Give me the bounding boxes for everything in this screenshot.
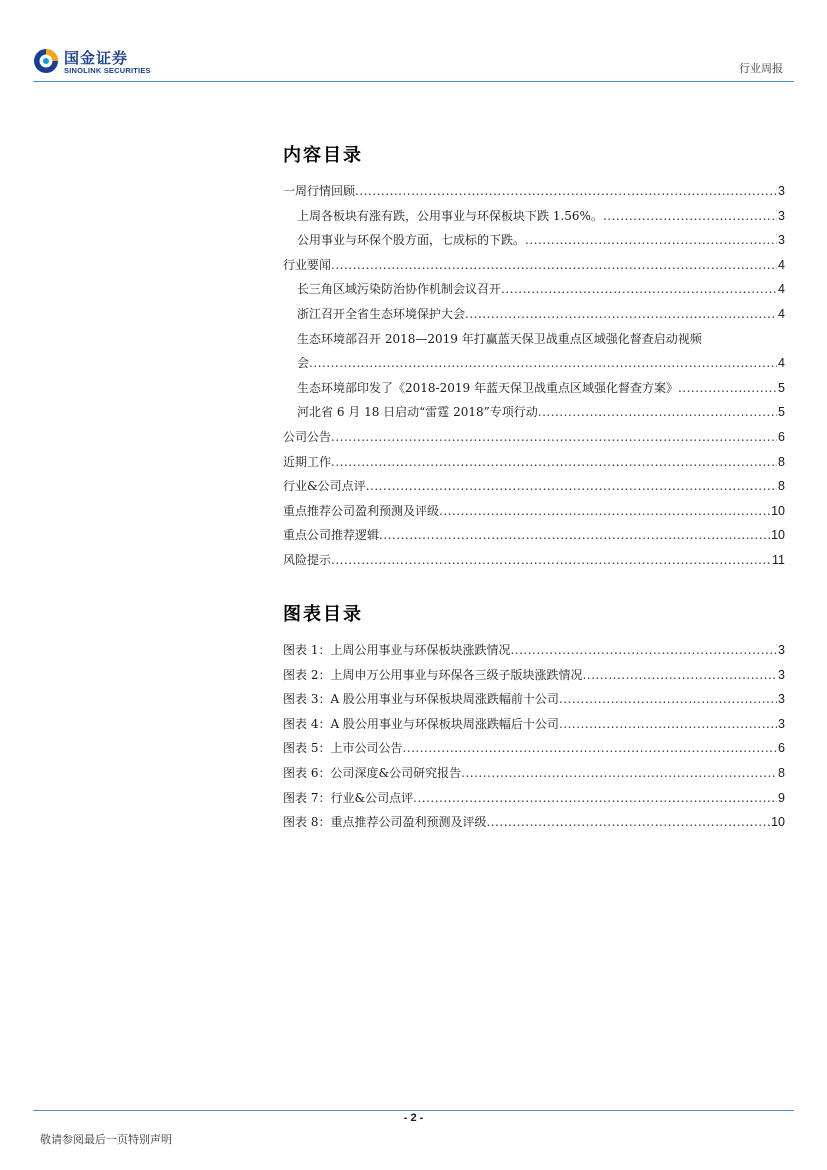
figure-toc-entry[interactable] xyxy=(283,810,785,835)
toc-entry-page: 4 xyxy=(778,306,785,321)
figure-entry-page: 3 xyxy=(778,716,785,731)
figure-entry-page: 8 xyxy=(778,765,785,780)
toc-entry-page: 4 xyxy=(778,356,785,371)
toc-entry[interactable] xyxy=(283,474,785,499)
toc-entry[interactable] xyxy=(283,277,785,302)
toc-entry-page: 6 xyxy=(778,429,785,444)
figure-toc-entry[interactable] xyxy=(283,786,785,811)
toc-entry-title: 风险提示 xyxy=(283,552,332,567)
toc-leader-dots xyxy=(603,204,777,229)
toc-entry-title: 重点推荐公司盈利预测及评级 xyxy=(283,503,440,518)
figure-toc-entry[interactable] xyxy=(283,663,785,688)
toc-entry[interactable] xyxy=(283,523,785,548)
toc-entry-page: 5 xyxy=(778,405,785,420)
toc-entry-page: 8 xyxy=(778,454,785,469)
toc-leader-dots xyxy=(678,376,777,401)
toc-leader-dots xyxy=(439,499,770,524)
toc-entry[interactable] xyxy=(283,253,785,278)
toc-leader-dots xyxy=(465,302,777,327)
toc-leader-dots xyxy=(525,228,777,253)
figure-entry-title: 图表 8：重点推荐公司盈利预测及评级 xyxy=(283,815,487,830)
toc-entry-title: 行业&公司点评 xyxy=(283,479,366,494)
toc-leader-dots xyxy=(366,474,777,499)
contents-toc xyxy=(283,143,785,573)
toc-entry[interactable] xyxy=(283,376,785,401)
logo-chinese-name: 国金证券 xyxy=(64,49,129,67)
toc-entry[interactable] xyxy=(283,302,785,327)
toc-leader-dots xyxy=(538,400,777,425)
toc-entry-title: 生态环境部印发了《2018-2019 年蓝天保卫战重点区域强化督查方案》 xyxy=(297,380,678,395)
toc-entry-page: 3 xyxy=(778,208,785,223)
toc-entry-title-line1: 生态环境部召开 2018—2019 年打赢蓝天保卫战重点区域强化督查启动视频 xyxy=(297,331,702,346)
figure-entry-page: 3 xyxy=(778,667,785,682)
toc-entry[interactable] xyxy=(283,499,785,524)
figure-entry-title: 图表 4：A 股公用事业与环保板块周涨跌幅后十公司 xyxy=(283,716,559,731)
toc-entry-page: 11 xyxy=(772,552,785,567)
toc-entry-title: 长三角区域污染防治协作机制会议召开 xyxy=(297,282,502,297)
toc-entry-wrapped[interactable] xyxy=(283,327,785,376)
toc-entry[interactable] xyxy=(283,204,785,229)
page-number: - 2 - xyxy=(403,1112,424,1124)
figure-toc-entry[interactable] xyxy=(283,638,785,663)
sinolink-logo xyxy=(33,46,163,78)
figure-entry-page: 6 xyxy=(778,741,785,756)
figure-entry-page: 3 xyxy=(778,643,785,657)
toc-leader-dots xyxy=(510,638,777,663)
toc-entry-title: 河北省 6 月 18 日启动“雷霆 2018”专项行动 xyxy=(297,405,538,420)
toc-entry-title: 近期工作 xyxy=(283,454,332,469)
toc-entry-title: 行业要闻 xyxy=(283,257,332,272)
figure-toc-entry[interactable] xyxy=(283,687,785,712)
toc-entry-page: 5 xyxy=(778,380,785,395)
toc-entry-page: 3 xyxy=(778,233,785,248)
toc-entry-page: 4 xyxy=(778,257,785,272)
toc-leader-dots xyxy=(559,712,777,737)
toc-entry-title: 公用事业与环保个股方面，七成标的下跌。 xyxy=(297,233,526,248)
toc-leader-dots xyxy=(331,253,777,278)
toc-entry-page: 3 xyxy=(778,184,785,198)
toc-leader-dots xyxy=(379,523,770,548)
toc-entry-page: 4 xyxy=(778,282,785,297)
figure-entry-page: 9 xyxy=(778,790,785,805)
toc-entry-title: 重点公司推荐逻辑 xyxy=(283,528,380,543)
figure-entry-title: 图表 2：上周申万公用事业与环保各三级子版块涨跌情况 xyxy=(283,667,583,682)
toc-entry[interactable] xyxy=(283,400,785,425)
toc-leader-dots xyxy=(331,548,771,573)
sinolink-logo-icon xyxy=(33,48,59,74)
toc-leader-dots xyxy=(486,810,770,835)
toc-entry-title: 浙江召开全省生态环境保护大会 xyxy=(297,306,466,321)
toc-leader-dots xyxy=(331,450,777,475)
document-type-label: 行业周报 xyxy=(739,62,783,75)
figure-entry-title: 图表 5：上市公司公告 xyxy=(283,741,403,756)
figure-entry-page: 3 xyxy=(778,692,785,707)
toc-leader-dots xyxy=(331,425,777,450)
toc-entry-title: 上周各板块有涨有跌，公用事业与环保板块下跌 1.56%。 xyxy=(297,208,603,223)
toc-entry-page: 10 xyxy=(771,528,785,543)
figure-entry-title: 图表 3：A 股公用事业与环保板块周涨跌幅前十公司 xyxy=(283,692,559,707)
footer-divider xyxy=(33,1110,794,1111)
toc-leader-dots xyxy=(402,736,777,761)
toc-entry-title: 一周行情回顾 xyxy=(283,184,356,198)
toc-leader-dots xyxy=(355,179,777,204)
toc-entry-title: 公司公告 xyxy=(283,429,332,444)
figure-entry-title: 图表 1：上周公用事业与环保板块涨跌情况 xyxy=(283,643,511,657)
figures-toc xyxy=(283,602,785,835)
header-divider xyxy=(33,81,794,82)
toc-entry[interactable] xyxy=(283,179,785,204)
toc-leader-dots xyxy=(582,663,777,688)
logo-english-name: SINOLINK SECURITIES xyxy=(64,66,151,75)
toc-entry-title-line2: 会 xyxy=(297,356,310,371)
figures-title: 图表目录 xyxy=(283,604,363,625)
toc-entry[interactable] xyxy=(283,548,785,573)
figure-entry-page: 10 xyxy=(771,815,785,830)
figure-entry-title: 图表 6：公司深度&公司研究报告 xyxy=(283,765,462,780)
figure-entry-title: 图表 7：行业&公司点评 xyxy=(283,790,414,805)
toc-leader-dots xyxy=(501,277,777,302)
toc-entry[interactable] xyxy=(283,425,785,450)
contents-title: 内容目录 xyxy=(283,145,363,166)
figure-toc-entry[interactable] xyxy=(283,712,785,737)
figure-toc-entry[interactable] xyxy=(283,761,785,786)
toc-entry-page: 8 xyxy=(778,479,785,494)
figure-toc-entry[interactable] xyxy=(283,736,785,761)
toc-entry[interactable] xyxy=(283,228,785,253)
toc-leader-dots xyxy=(461,761,777,786)
footer-disclaimer: 敬请参阅最后一页特别声明 xyxy=(40,1133,172,1146)
toc-leader-dots xyxy=(559,687,777,712)
toc-leader-dots xyxy=(309,351,777,376)
toc-entry-page: 10 xyxy=(771,503,785,518)
page-header xyxy=(0,0,827,82)
toc-entry[interactable] xyxy=(283,450,785,475)
toc-leader-dots xyxy=(413,786,777,811)
